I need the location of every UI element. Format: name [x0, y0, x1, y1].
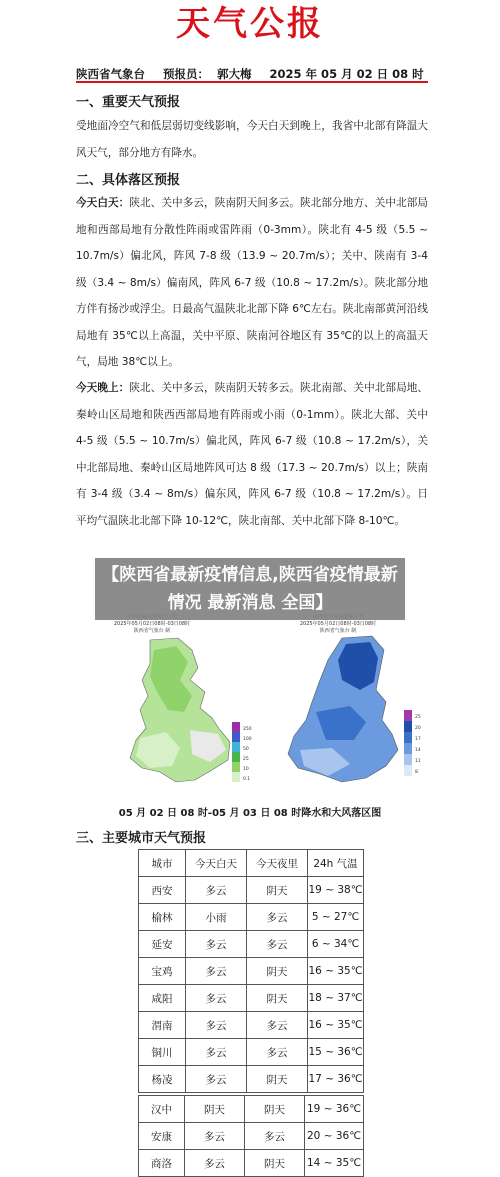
table-cell: 西安	[139, 877, 186, 904]
wind-legend-label: 14	[415, 748, 421, 753]
table-cell: 6 ~ 34℃	[308, 931, 364, 958]
table-cell: 阴天	[247, 958, 308, 985]
maps-graphic	[80, 610, 430, 820]
rain-legend-label: 250	[243, 727, 252, 732]
table-cell: 多云	[185, 1123, 245, 1150]
right-map-maker: 陕西省气象台 制	[319, 628, 357, 634]
table-cell: 渭南	[139, 1012, 186, 1039]
table-cell: 杨凌	[139, 1066, 186, 1093]
table-row	[139, 1039, 364, 1066]
table-cell: 小雨	[186, 904, 247, 931]
table-cell: 多云	[186, 1066, 247, 1093]
table-cell: 榆林	[139, 904, 186, 931]
section-heading-important: 一、重要天气预报	[76, 95, 181, 110]
city-forecast-table-south	[138, 1095, 364, 1177]
rain-legend-label: 100	[243, 737, 252, 742]
table-row	[139, 904, 364, 931]
table-cell: 多云	[245, 1123, 305, 1150]
night-label: 今天晚上：	[76, 382, 130, 394]
table-row	[139, 1123, 364, 1150]
wind-legend-label: 8	[415, 770, 418, 775]
table-cell: 多云	[186, 877, 247, 904]
header-divider	[76, 81, 428, 83]
table-cell: 18 ~ 37℃	[308, 985, 364, 1012]
important-forecast-text: 受地面冷空气和低层弱切变线影响，今天白天到晚上，我省中北部有降温大风天气，部分地方有降水。	[76, 120, 428, 159]
table-row	[139, 1066, 364, 1093]
issuer: 陕西省气象台	[76, 67, 145, 81]
table-cell: 5 ~ 27℃	[308, 904, 364, 931]
table-cell: 阴天	[245, 1096, 305, 1123]
title-overlay-text: 【陕西省最新疫情信息,陕西省疫情最新情况 最新消息 全国】	[102, 565, 398, 613]
table-cell: 多云	[186, 1039, 247, 1066]
column-header: 今天夜里	[247, 850, 308, 877]
forecaster-name: 郭大梅	[217, 67, 252, 81]
rain-legend-label: 0.1	[243, 777, 251, 782]
table-cell: 19 ~ 36℃	[305, 1096, 364, 1123]
map-caption: 05 月 02 日 08 时-05 月 03 日 08 时降水和大风落区图	[118, 808, 382, 819]
city-forecast-table	[138, 849, 364, 1093]
document-header	[76, 66, 426, 82]
column-header: 24h 气温	[308, 850, 364, 877]
forecaster-label: 预报员：	[163, 67, 210, 81]
table-cell: 16 ~ 35℃	[308, 1012, 364, 1039]
forecast-maps	[80, 610, 430, 820]
left-map-maker: 陕西省气象台 制	[133, 628, 171, 634]
night-text: 陕北、关中多云，陕南阴天转多云。陕北南部、关中北部局地、秦岭山区局地和陕西西部局地有阵雨或小雨（0-1mm）。陕北大部、关中 4-5 级（5.5 ~ 10.7m/s）偏北风，阵风 6-7 级（10.8 ~ 17.2m/s），关中北部局地、秦岭山区局地阵风可达 8 级（17.3 ~ 20.7m/s）以上；陕南有 3-4 级（3.4 ~ 8m/s）偏东风，阵风 6-7 级（10.8 ~ 17.2m/s）。日平均气温陕北北部下降 10-12℃，陕北南部、关中北部下降 8-10℃。	[76, 382, 429, 527]
table-row	[139, 931, 364, 958]
rain-legend-label: 50	[243, 747, 249, 752]
section-heading-cities: 三、主要城市天气预报	[76, 831, 207, 846]
wind-legend-label: 25	[415, 715, 421, 720]
table-cell: 阴天	[247, 877, 308, 904]
table-cell: 阴天	[247, 1066, 308, 1093]
table-cell: 铜川	[139, 1039, 186, 1066]
column-header: 今天白天	[186, 850, 247, 877]
table-row	[139, 1096, 364, 1123]
table-row	[139, 985, 364, 1012]
table-cell: 17 ~ 36℃	[308, 1066, 364, 1093]
right-map-period: 2025年05月02日08时-03日08时	[299, 621, 377, 627]
rain-legend	[232, 722, 252, 782]
table-cell: 多云	[186, 1012, 247, 1039]
left-map-period: 2025年05月02日08时-03日08时	[113, 621, 191, 627]
section-heading-regional: 二、具体落区预报	[76, 173, 181, 188]
table-cell: 14 ~ 35℃	[305, 1150, 364, 1177]
document-title: 天气公报	[176, 4, 324, 44]
rain-legend-label: 10	[243, 767, 249, 772]
daytime-forecast	[76, 190, 428, 376]
table-cell: 20 ~ 36℃	[305, 1123, 364, 1150]
wind-legend-label: 20	[415, 726, 421, 731]
wind-legend	[404, 710, 421, 776]
rain-legend-label: 25	[243, 757, 249, 762]
table-cell: 16 ~ 35℃	[308, 958, 364, 985]
table-row	[139, 958, 364, 985]
table-cell: 多云	[247, 931, 308, 958]
wind-legend-label: 17	[415, 737, 421, 742]
daytime-label: 今天白天：	[76, 197, 130, 209]
table-cell: 多云	[186, 931, 247, 958]
table-cell: 汉中	[139, 1096, 185, 1123]
table-cell: 19 ~ 38℃	[308, 877, 364, 904]
table-header-row	[139, 850, 364, 877]
night-forecast	[76, 375, 428, 534]
daytime-text: 陕北、关中多云，陕南阴天间多云。陕北部分地方、关中北部局地和西部局地有分散性阵雨或雷阵雨（0-3mm）。陕北有 4-5 级（5.5 ~ 10.7m/s）偏北风，阵风 7-8 级（13.9 ~ 20.7m/s）；关中、陕南有 3-4 级（3.4 ~ 8m/s）偏南风，阵风 6-7 级（10.8 ~ 17.2m/s）。陕北部分地方伴有扬沙或浮尘。日最高气温陕北北部下降 6℃左右。陕北南部黄河沿线局地有 35℃以上高温，关中平原、陕南河谷地区有 35℃的以上的高温天气，局地 38℃以上。	[76, 197, 429, 368]
table-cell: 多云	[247, 1039, 308, 1066]
column-header: 城市	[139, 850, 186, 877]
table-cell: 阴天	[247, 985, 308, 1012]
issue-date: 2025 年 05 月 02 日 08 时	[269, 67, 424, 81]
table-cell: 商洛	[139, 1150, 185, 1177]
table-cell: 延安	[139, 931, 186, 958]
table-cell: 多云	[186, 958, 247, 985]
table-cell: 多云	[185, 1150, 245, 1177]
table-row	[139, 877, 364, 904]
wind-legend-label: 11	[415, 759, 421, 764]
table-cell: 咸阳	[139, 985, 186, 1012]
table-row	[139, 1012, 364, 1039]
table-cell: 阴天	[185, 1096, 245, 1123]
table-cell: 15 ~ 36℃	[308, 1039, 364, 1066]
table-cell: 安康	[139, 1123, 185, 1150]
table-cell: 多云	[186, 985, 247, 1012]
table-row	[139, 1150, 364, 1177]
table-cell: 多云	[247, 1012, 308, 1039]
table-cell: 阴天	[245, 1150, 305, 1177]
table-cell: 多云	[247, 904, 308, 931]
table-cell: 宝鸡	[139, 958, 186, 985]
